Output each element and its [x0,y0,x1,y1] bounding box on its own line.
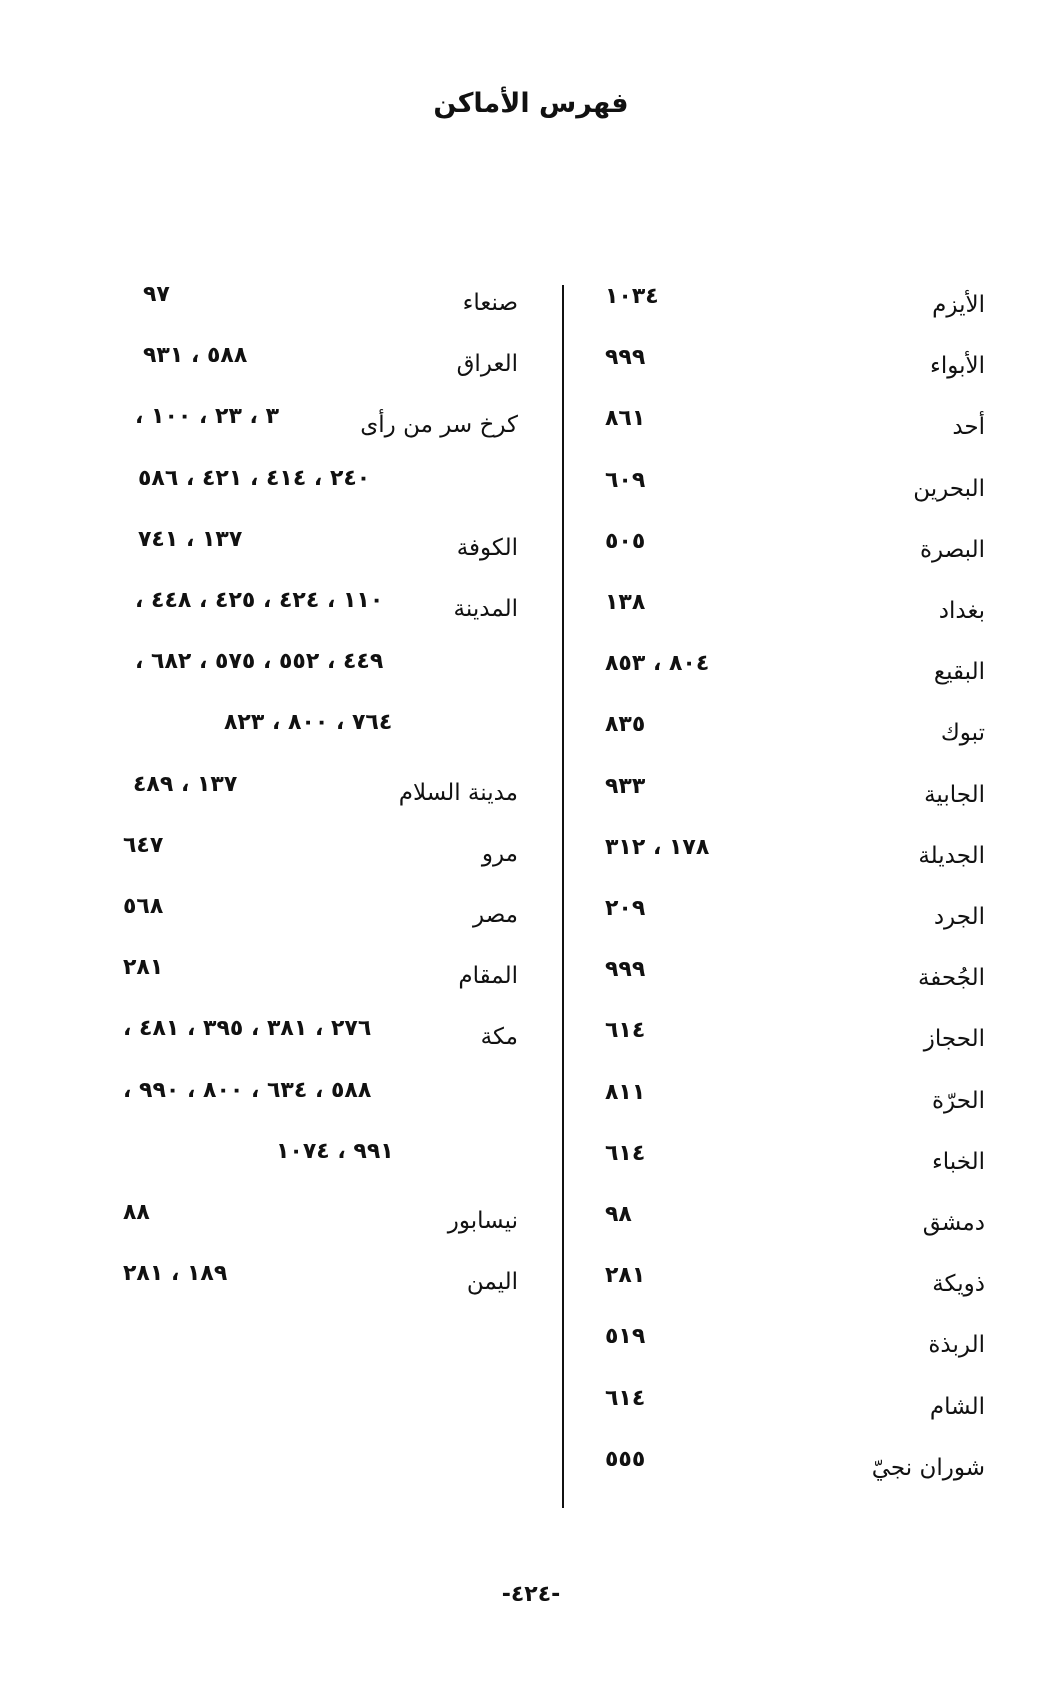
index-entry-name: الجديلة [918,842,985,869]
index-entry-pages: ٦١٤ [605,1385,646,1411]
column-divider [562,285,564,1508]
index-entry-pages: ٥٦٨ [123,894,164,919]
index-entry-pages: ٦١٤ [605,1140,646,1166]
index-entry-pages: ٦٠٩ [605,467,646,493]
index-entry-pages: ٩٩٩ [605,957,646,983]
index-entry-pages: ٧٦٤ ، ٨٠٠ ، ٨٢٣ [224,710,393,736]
index-entry-name: بغداد [938,598,985,624]
index-entry-name: الكوفة [456,534,518,561]
index-entry-pages: ٥٥٥ [605,1446,646,1472]
index-entry-name: صنعاء [462,290,518,316]
index-entry-pages: ٨٨ [123,1200,150,1225]
index-entry-name: العراق [456,351,518,378]
index-entry-name: كرخ سر من رأى [360,412,518,439]
index-entry-pages: ٢٠٩ [605,896,646,921]
index-entry-name: مدينة السلام [398,779,518,806]
index-entry-pages: ٦٤٧ [123,832,164,858]
index-entry-pages: ٩٣٣ [605,773,646,799]
index-entry-name: البحرين [913,475,985,502]
index-entry-pages: ٩٩١ ، ١٠٧٤ [276,1138,394,1164]
index-entry-pages: ٨١١ [605,1079,646,1105]
index-entry-pages: ٢٨١ [605,1263,646,1289]
index-entry-pages: ٥٨٨ ، ٩٣١ [143,343,248,369]
index-entry-name: مصر [473,902,518,928]
index-entry-name: مرو [481,840,518,867]
index-entry-pages: ٤٤٩ ، ٥٥٢ ، ٥٧٥ ، ٦٨٢ ، [135,649,384,675]
index-entry-name: شوران نجيّ [871,1454,985,1481]
index-entry-pages: ٨٦١ [605,406,646,432]
index-entry-name: المقام [458,963,518,990]
index-entry-name: الأبواء [930,353,985,380]
index-entry-name: ذويكة [932,1271,985,1298]
index-entry-pages: ١٣٨ [605,590,646,615]
index-entry-pages: ١٣٧ ، ٤٨٩ [133,771,238,797]
index-entry-name: الحجاز [923,1026,985,1053]
index-entry-name: نيسابور [447,1208,518,1234]
index-entry-pages: ٩٨ [605,1202,632,1227]
index-entry-pages: ١٨٩ ، ٢٨١ [123,1261,228,1287]
index-entry-pages: ١٣٧ ، ٧٤١ [138,526,243,552]
index-entry-name: الشام [929,1393,985,1420]
index-entry-name: الجُحفة [917,965,985,992]
index-entry-pages: ٢٧٦ ، ٣٨١ ، ٣٩٥ ، ٤٨١ ، [123,1016,372,1042]
index-entry-pages: ١٧٨ ، ٣١٢ [605,834,710,860]
index-entry-pages: ٢٨١ [123,955,164,981]
index-entry-name: البصرة [919,536,985,563]
index-entry-pages: ٩٧ [143,282,170,307]
index-entry-pages: ٩٩٩ [605,345,646,371]
index-entry-name: الحرّة [932,1087,985,1114]
index-entry-pages: ٨٠٤ ، ٨٥٣ [605,651,710,677]
index-entry-pages: ٨٣٥ [605,712,646,738]
index-entry-name: تبوك [940,720,985,747]
index-entry-name: الربذة [928,1332,985,1359]
index-entry-name: الخباء [931,1148,985,1175]
index-entry-pages: ٥٠٥ [605,528,646,554]
index-entry-pages: ٥٨٨ ، ٦٣٤ ، ٨٠٠ ، ٩٩٠ ، [123,1077,372,1103]
index-entry-pages: ١٠٣٤ [605,284,659,309]
index-entry-name: البقيع [933,659,985,686]
index-entry-pages: ٢٤٠ ، ٤١٤ ، ٤٢١ ، ٥٨٦ [138,465,371,491]
index-entry-pages: ٣ ، ٢٣ ، ١٠٠ ، [135,404,279,430]
index-entry-pages: ١١٠ ، ٤٢٤ ، ٤٢٥ ، ٤٤٨ ، [135,588,384,613]
index-entry-name: المدينة [453,596,518,622]
index-entry-name: دمشق [922,1210,985,1236]
index-entry-name: مكة [480,1024,518,1051]
index-entry-name: الأيزم [932,292,985,318]
page-title: فهرس الأماكن [433,88,629,119]
index-entry-name: الجابية [924,781,985,808]
index-entry-name: اليمن [466,1269,518,1296]
index-entry-pages: ٦١٤ [605,1018,646,1044]
index-entry-name: الجرد [933,904,985,930]
index-entry-name: أحد [952,414,985,441]
index-entry-pages: ٥١٩ [605,1324,646,1350]
page-number: -٤٢٤- [501,1582,561,1607]
